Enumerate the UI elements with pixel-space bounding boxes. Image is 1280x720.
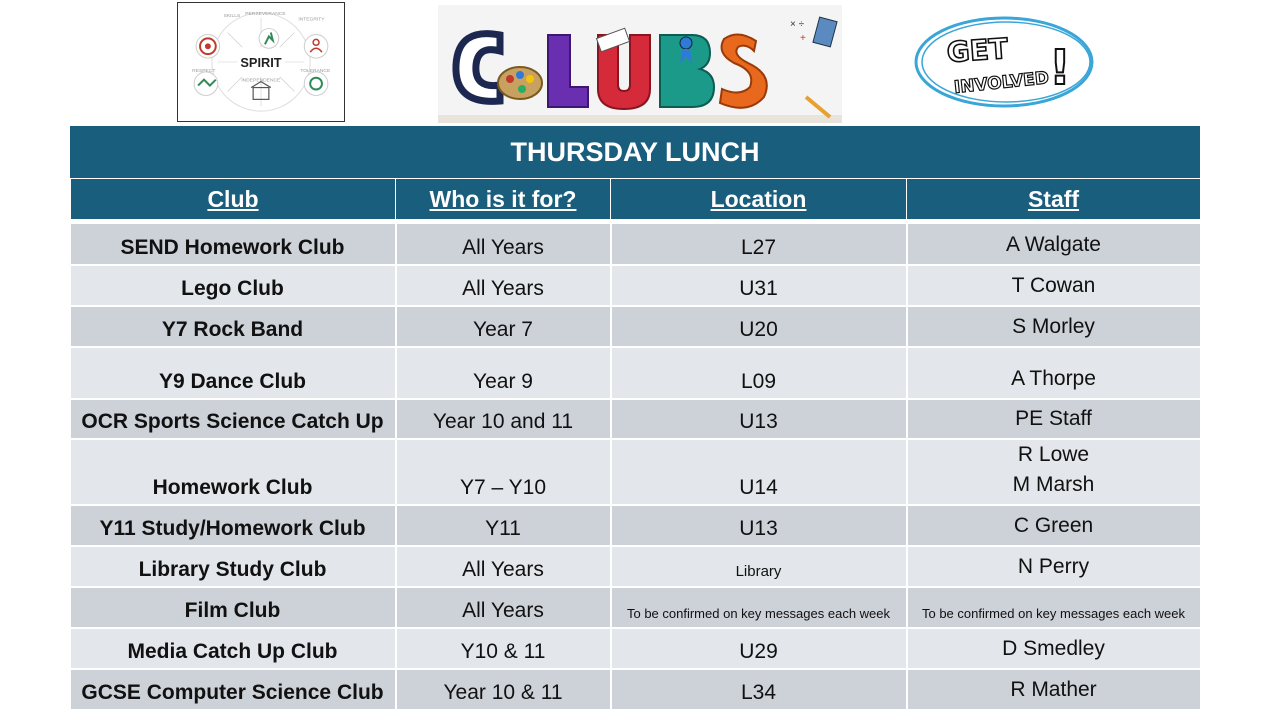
table-row — [71, 224, 1201, 265]
staff-name: D Smedley — [1002, 636, 1105, 660]
staff-name: M Marsh — [1012, 472, 1095, 496]
club-staff — [907, 347, 1201, 399]
column-header-club: Club — [71, 179, 396, 220]
svg-text:× ÷: × ÷ — [790, 19, 805, 30]
spirit-word-skills: SKILLS — [223, 13, 241, 19]
club-location: U14 — [611, 439, 907, 505]
club-name: SEND Homework Club — [71, 224, 396, 265]
staff-name: N Perry — [1017, 554, 1090, 578]
column-header-location: Location — [611, 179, 907, 220]
table-row — [71, 628, 1201, 669]
table-row — [71, 265, 1201, 306]
spirit-word-tolerance: TOLERANCE — [300, 68, 331, 74]
club-location: Library — [611, 546, 907, 587]
club-audience: All Years — [396, 587, 611, 628]
table-row — [71, 399, 1201, 439]
club-name: OCR Sports Science Catch Up — [71, 399, 396, 439]
club-location: L09 — [611, 347, 907, 399]
club-location: U13 — [611, 399, 907, 439]
table-row — [71, 439, 1201, 505]
table-header-row — [71, 179, 1201, 220]
spirit-logo-graphic — [178, 3, 344, 121]
club-staff — [907, 306, 1201, 347]
staff-name: A Walgate — [1006, 232, 1101, 256]
get-text: GET — [945, 31, 1010, 70]
spirit-center-text: SPIRIT — [240, 54, 282, 70]
staff-name: PE Staff — [1015, 406, 1092, 430]
club-location: L27 — [611, 224, 907, 265]
spirit-word-integrity: INTEGRITY — [298, 17, 325, 23]
club-audience: Y7 – Y10 — [396, 439, 611, 505]
spirit-logo — [177, 2, 345, 122]
club-staff — [907, 439, 1201, 505]
club-name: Library Study Club — [71, 546, 396, 587]
club-staff — [907, 399, 1201, 439]
club-audience: Year 10 & 11 — [396, 669, 611, 710]
club-name: Y7 Rock Band — [71, 306, 396, 347]
clubs-table — [70, 178, 1202, 711]
club-name: Lego Club — [71, 265, 396, 306]
club-name: Homework Club — [71, 439, 396, 505]
get-involved-logo — [908, 12, 1102, 112]
staff-name: R Mather — [1010, 677, 1097, 701]
column-header-who: Who is it for? — [396, 179, 611, 220]
schedule-table — [70, 126, 1200, 711]
club-staff — [907, 546, 1201, 587]
staff-name: R Lowe — [1017, 442, 1090, 466]
staff-name: T Cowan — [1011, 273, 1096, 297]
club-location: U13 — [611, 505, 907, 546]
club-name: Film Club — [71, 587, 396, 628]
involved-text: INVOLVED — [953, 68, 1050, 98]
club-audience: All Years — [396, 546, 611, 587]
club-name: Media Catch Up Club — [71, 628, 396, 669]
club-location: U31 — [611, 265, 907, 306]
club-audience: Y11 — [396, 505, 611, 546]
table-row — [71, 546, 1201, 587]
table-row — [71, 669, 1201, 710]
club-audience: Year 7 — [396, 306, 611, 347]
spirit-word-independence: INDEPENDENCE — [241, 78, 281, 84]
staff-name: To be confirmed on key messages each week — [921, 605, 1186, 621]
club-staff — [907, 587, 1201, 628]
club-location: L34 — [611, 669, 907, 710]
staff-name: A Thorpe — [1011, 366, 1096, 390]
club-location: To be confirmed on key messages each week — [611, 587, 907, 628]
schedule-title: THURSDAY LUNCH — [70, 126, 1200, 178]
club-audience: Year 10 and 11 — [396, 399, 611, 439]
table-row — [71, 347, 1201, 399]
clubs-banner-graphic — [438, 5, 842, 123]
get-involved-graphic — [908, 12, 1102, 112]
club-audience: All Years — [396, 265, 611, 306]
clubs-banner — [438, 5, 842, 123]
club-staff — [907, 224, 1201, 265]
table-row — [71, 587, 1201, 628]
club-staff — [907, 265, 1201, 306]
exclaim-icon: ! — [1049, 40, 1071, 96]
club-staff — [907, 505, 1201, 546]
table-row — [71, 505, 1201, 546]
club-staff — [907, 669, 1201, 710]
club-name: Y9 Dance Club — [71, 347, 396, 399]
club-audience: Year 9 — [396, 347, 611, 399]
spirit-word-perseverance: PERSEVERANCE — [245, 11, 286, 17]
staff-name: C Green — [1013, 513, 1094, 537]
club-staff — [907, 628, 1201, 669]
club-location: U29 — [611, 628, 907, 669]
club-location: U20 — [611, 306, 907, 347]
column-header-staff: Staff — [907, 179, 1201, 220]
spirit-word-respect: RESPECT — [192, 68, 216, 74]
club-name: GCSE Computer Science Club — [71, 669, 396, 710]
club-audience: Y10 & 11 — [396, 628, 611, 669]
staff-name: S Morley — [1012, 314, 1095, 338]
club-name: Y11 Study/Homework Club — [71, 505, 396, 546]
club-audience: All Years — [396, 224, 611, 265]
svg-text:+: + — [800, 33, 806, 44]
table-row — [71, 306, 1201, 347]
